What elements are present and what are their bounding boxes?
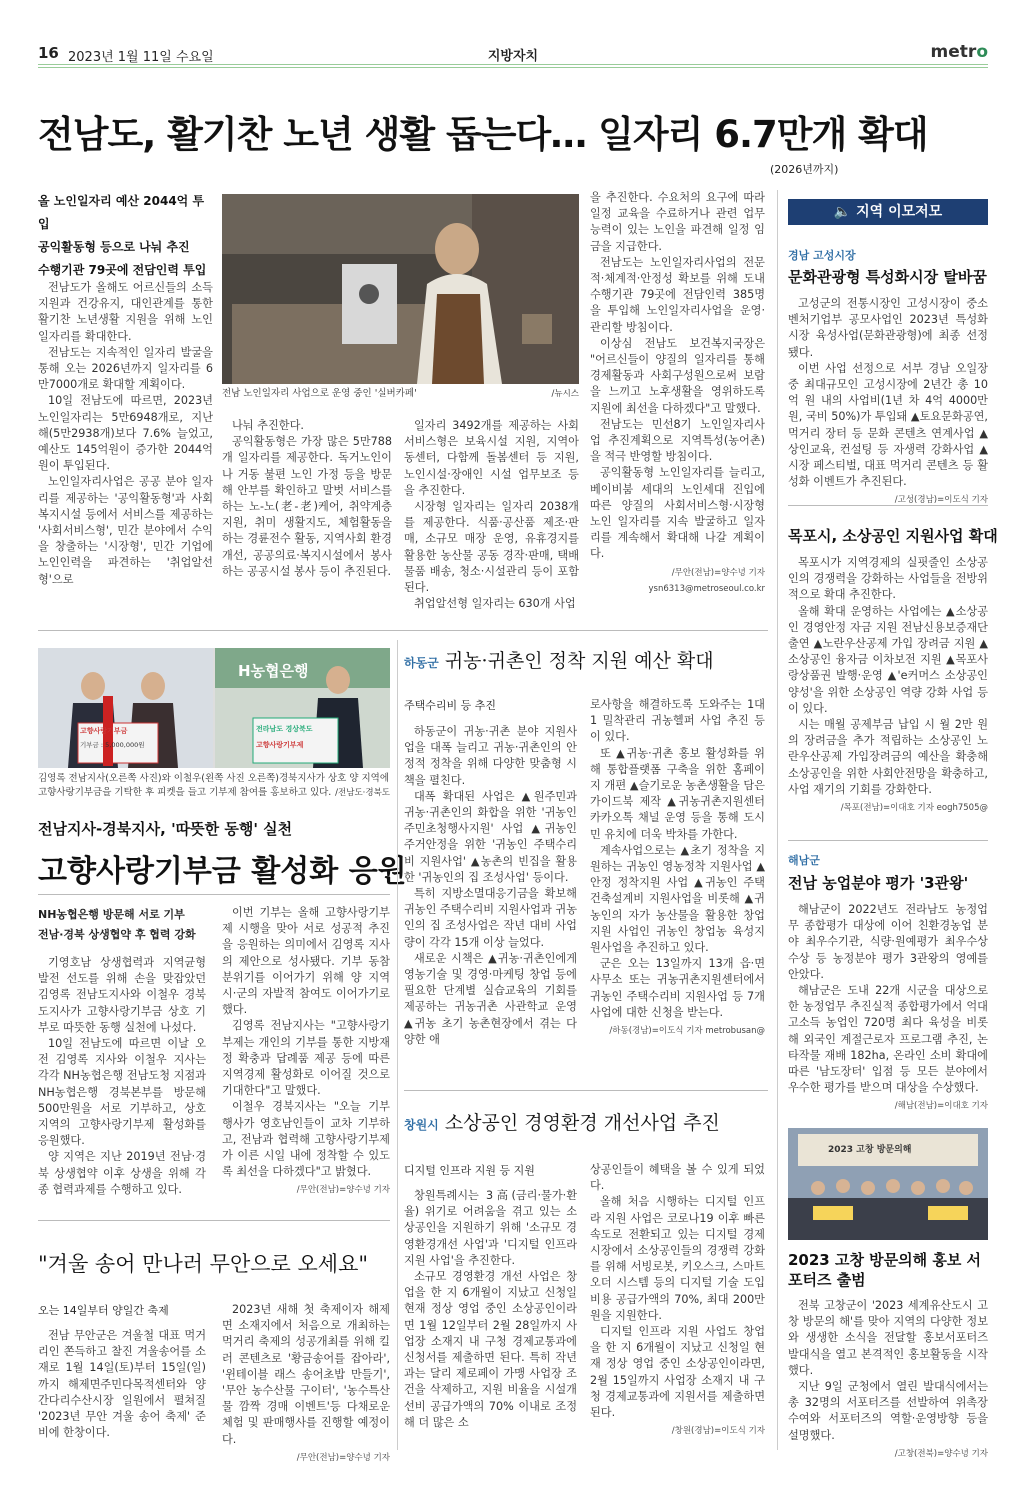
page-header	[38, 44, 988, 64]
muan-title: "겨울 송어 만나러 무안으로 오세요"	[38, 1252, 369, 1276]
byline: /해남(전남)=이대호 기자	[894, 1101, 988, 1112]
main-headline: 전남도, 활기찬 노년 생활 돕는다… 일자리 6.7만개 확대	[38, 113, 928, 156]
gohyang-photo	[38, 648, 390, 768]
gochang-photo	[788, 1128, 988, 1240]
changwon-col-1	[404, 1188, 577, 1431]
gohyang-caption	[38, 772, 390, 800]
silver-cafe-caption	[222, 387, 579, 401]
region-tag: 하동군	[404, 656, 439, 670]
deck-line: 전남·경북 상생협약 후 협력 강화	[38, 928, 196, 941]
paragraph: 이번 사업 선정으로 서부 경남 오일장 중 최대규모인 고성시장에 2년간 총 10억 원 내의 사업비(1년 차 4억 4000만 원, 국비 50%)가 투입돼 ▲토요문화공연, 먹거리 장터 등 문화 콘텐츠 연계사업 ▲상인교육, 컨설팅 등 자생력 강화사업 ▲시장 페스티벌, 대표 먹거리 콘텐츠 등 활성화 이벤트가 추진된다.	[788, 361, 988, 489]
paragraph: 소규모 경영환경 개선 사업은 창업을 한 지 6개월이 지났고 신청일 현재 정상 영업 중인 소상공인이라면 1월 12일부터 2월 28일까지 사업장 소재지 내 구청 경제교통과에 신청서를 제출하면 된다. 특히 작년과는 달리 제로페이 가맹 사업장 조건을 삭제하고, 지원 비율을 시설개선비 공급가액의 70% 이내로 조정해 더 많은 소	[404, 1270, 577, 1429]
region-tag: 창원시	[404, 1118, 439, 1132]
main-col-2	[222, 418, 392, 580]
s4-title: 2023 고창 방문의해 홍보 서포터즈 출범	[788, 1251, 982, 1289]
paragraph: 새로운 시책은 ▲귀농·귀촌인에게 영농기술 및 경영·마케팅 창업 등에 필요한 단계별 실습교육의 기회를 제공하는 귀농귀촌 사관학교 운영 ▲귀농 초기 농촌현장에서 겪는 다양한 애	[404, 951, 577, 1046]
paragraph: 노인일자리사업은 공공 분야 일자리를 제공하는 '공익활동형'과 사회복지시설 등에서 서비스를 제공하는 '사회서비스형', 민간 분야에서 수익을 창출하는 '시장형', 민간 기업에 노인인력을 파견하는 '취업알선형'으로	[38, 475, 213, 586]
paragraph: 특히 지방소멸대응기금을 확보해 귀농인 주택수리비 지원사업과 귀농인의 집 조성사업은 작년 대비 사업량이 각각 15개 이상 늘었다.	[404, 887, 577, 949]
paragraph: 올해 처음 시행하는 디지털 인프라 지원 사업은 코로나19 이후 빠른 속도로 전환되고 있는 디지털 경제 시장에서 소상공인들의 경쟁력 강화를 위해 서빙로봇, 키오스크, 스마트오더 시스템 등의 디지털 기술 도입 비용 공급가액의 70%, 최대 200만원을 지원한다.	[590, 1195, 765, 1322]
deck-line: 수행기관 79곳에 전담인력 투입	[38, 263, 207, 277]
deck-line: 공익활동형 등으로 나눠 추진	[38, 240, 190, 254]
muan-deck: 오는 14일부터 양일간 축제	[38, 1304, 169, 1317]
gohyang-deck	[38, 905, 196, 945]
muan-col-1	[38, 1328, 206, 1441]
deck-line: NH농협은행 방문해 서로 기부	[38, 908, 185, 921]
paragraph: 나눠 추진한다.	[232, 419, 304, 432]
deck-line: 올 노인일자리 예산 2044억 투입	[38, 194, 205, 231]
sidebar-rule	[788, 840, 988, 841]
paragraph: 전북 고창군이 '2023 세계유산도시 고창 방문의 해'를 맞아 지역의 다양한 정보와 생생한 소식을 전달할 홍보서포터즈 발대식을 열고 본격적인 홍보활동을 시작했다.	[788, 1299, 988, 1377]
page-number: 16	[38, 44, 59, 62]
metro-logo	[931, 42, 988, 62]
paragraph: 양 지역은 지난 2019년 전남·경북 상생협약 이후 상생을 위해 각종 협력과제를 수행하고 있다.	[38, 1150, 206, 1196]
paragraph: 계속사업으로는 ▲초기 정착을 지원하는 귀농인 영농정착 지원사업 ▲안정 정착지원 사업 ▲귀농인 주택 건축설계비 지원사업을 비롯해 ▲귀농인의 자가 농산물을 활용한 창업지원 사업인 귀농인 창업농 육성지원사업을 추진하고 있다.	[590, 843, 765, 955]
paragraph: 시장형 일자리는 일자리 2038개를 제공한다. 식품·공산품 제조·판매, 소규모 매장 운영, 유휴경지를 활용한 농산물 공동 경작·판매, 택배 물품 배송, 청소·시설관리 등이 포함된다.	[404, 500, 579, 595]
speaker-icon: 🔈	[833, 204, 852, 220]
changwon-deck: 디지털 인프라 지원 등 지원	[404, 1164, 535, 1177]
paragraph: 취업알선형 일자리는 630개 사업	[414, 597, 576, 611]
changwon-title: 소상공인 경영환경 개선사업 추진	[444, 1112, 720, 1134]
paragraph: 기영호남 상생협력과 지역균형발전 선도를 위해 손을 맞잡았던 김영록 전남도지사와 이철우 경북도지사가 고향사랑기부금 상호 기부로 따뜻한 동행 실천에 나섰다.	[38, 956, 206, 1034]
picket-text-4: 고향사랑기부제	[256, 741, 304, 749]
hadong-deck: 주택수리비 등 추진	[404, 699, 497, 712]
main-col-1	[38, 280, 213, 588]
paragraph: 김영록 전남지사는 "고향사랑기부제는 개인의 기부를 통한 지방재정 확충과 답례품 제공 등에 따른 지역경제 활성화로 이어질 것으로 기대한다"고 말했다.	[222, 1019, 390, 1098]
sidebar-rule	[788, 505, 988, 506]
paragraph: 이철우 경북지사는 "오늘 기부 행사가 영호남인들이 교차 기부하고, 전남과 협력해 고향사랑기부제가 이른 시일 내에 정착할 수 있도록 최선을 다하겠다"고 밝혔다.	[222, 1100, 390, 1179]
paragraph: 상공인들이 혜택을 볼 수 있게 되었다.	[590, 1163, 765, 1193]
gohyang-col-2	[222, 905, 390, 1199]
s3-body	[788, 902, 988, 1115]
s1-body	[788, 296, 988, 509]
paragraph: 군은 오는 13일까지 13개 읍·면사무소 또는 귀농귀촌지원센터에서 귀농인 주택수리비 지원사업 등 7개 사업에 대한 신청을 받는다.	[590, 957, 765, 1019]
paragraph: 창원특례시는 3高(금리·물가·환율) 위기로 어려움을 겪고 있는 소상공인을 지원하기 위해 '소규모 경영환경개선 사업'과 '디지털 인프라 지원 사업'을 추진한다.	[404, 1189, 577, 1267]
main-col-3	[404, 418, 579, 612]
header-rule	[38, 64, 988, 65]
paragraph: 목포시가 지역경제의 실핏줄인 소상공인의 경쟁력을 강화하는 사업들을 전방위적으로 확대 추진한다.	[788, 556, 988, 602]
paragraph: 고성군의 전통시장인 고성시장이 중소벤처기업부 공모사업인 2023년 특성화시장 육성사업(문화관광형)에 최종 선정됐다.	[788, 297, 988, 359]
s4-body	[788, 1298, 988, 1462]
header-rule-2	[38, 67, 988, 68]
paragraph: 로사항을 해결하도록 도와주는 1대 1 밀착관리 귀농헬퍼 사업 추진 등이 있다.	[590, 698, 765, 744]
s3-location: 해남군	[788, 854, 820, 867]
gohyang-col-1	[38, 955, 206, 1198]
section-name: 지방자치	[487, 49, 539, 64]
byline: /창원(경남)=이도식 기자	[671, 1426, 765, 1437]
hadong-heading	[404, 646, 714, 673]
paragraph: 해남군이 2022년도 전라남도 농정업무 종합평가 대상에 이어 친환경농업 분야 최우수기관, 식량·원예평가 최우수상 수상 등 농정분야 평가 3관왕의 영예를 안았다.	[788, 903, 988, 981]
paragraph: 이번 기부는 올해 고향사랑기부제 시행을 맞아 서로 성공적 추진을 응원하는 의미에서 김영록 지사의 제안으로 성사됐다. 기부 동참 분위기를 이어가기 위해 양 지역 시·군의 자발적 참여도 이어가기로 했다.	[222, 906, 390, 1017]
paragraph: 전남도는 지속적인 일자리 발굴을 통해 오는 2026년까지 일자리를 6만7000개로 확대할 계획이다.	[38, 345, 213, 392]
main-deck	[38, 190, 213, 282]
banner-text-in-photo: 2023 고창 방문의해	[828, 1145, 912, 1155]
headline-sub: (2026년까지)	[770, 163, 839, 176]
bank-sign-text: H농협은행	[238, 662, 309, 680]
paragraph: 해남군은 도내 22개 시군을 대상으로 한 농정업무 추진실적 종합평가에서 억대 고소득 농업인 720명 최다 육성을 비롯해 외국인 계절근로자 프로그램 추진, 논 타작물 재배 182ha, 온라인 소비 확대에 따른 '남도장터' 입점 등 모든 분야에서 우수한 평가를 받으며 대상을 수상했다.	[788, 984, 988, 1095]
cafe-photo-art	[222, 194, 579, 384]
silver-cafe-photo	[222, 194, 579, 384]
issue-date: 2023년 1월 11일 수요일	[68, 50, 214, 65]
paragraph: 지난 9일 군청에서 열린 발대식에서는 총 32명의 서포터즈를 선발하여 위촉장 수여와 서포터즈의 역할·운영방향 등을 설명했다.	[788, 1380, 988, 1442]
byline: /무안(전남)=양수녕 기자 ysn6313@metroseoul.co.kr	[648, 567, 765, 594]
byline: /무안(전남)=양수녕 기자	[296, 1185, 390, 1196]
paragraph: 이상심 전남도 보건복지국장은 "어르신들이 양질의 일자리를 통해 경제활동과 사회구성원으로써 보람을 느끼고 노후생활을 영위하도록 지원에 최선을 다하겠다"고 말했다.	[590, 336, 765, 415]
photo-credit: /전남도·경북도	[335, 788, 390, 798]
byline: /무안(전남)=양수녕 기자	[296, 1452, 390, 1463]
photo-credit: /뉴시스	[551, 389, 579, 399]
sidebar-divider	[777, 190, 778, 1450]
paragraph: 올해 확대 운영하는 사업에는 ▲소상공인 경영안정 자금 지원 전남신용보증재단 출연 ▲노란우산공제 가입 장려금 지원 ▲소상공인 융자금 이차보전 지원 ▲목포사랑상품권 발행·운영 ▲'e커머스 소상공인 양성'을 위한 소상공인 역량 강화 사업 등이 있다.	[788, 604, 988, 715]
s1-title: 문화관광형 특성화시장 탈바꿈	[788, 268, 987, 286]
paragraph: 2023년 새해 첫 축제이자 해제면 소재지에서 처음으로 개최하는 먹거리 축제의 성공개최를 위해 킬러 콘텐츠로 '황금송어를 잡아라', '윈테이블 래스 송어초밥 만들기', '무안 농수산물 구이터', '농수특산물 깜짝 경매 이벤트'등 다채로운 체험 및 판매행사를 진행할 예정이다.	[222, 1303, 390, 1446]
logo-text: metr	[930, 42, 977, 62]
sidebar-banner	[788, 199, 988, 225]
paragraph: 전남도는 노인일자리사업의 전문적·체계적·안정성 확보를 위해 도내 수행기관 79곳에 전담인력 385명을 투입해 노인일자리사업을 운영·관리할 방침이다.	[590, 255, 765, 334]
paragraph: 전남도가 올해도 어르신들의 소득지원과 건강유지, 대인관계를 통한 활기찬 노년생활 지원을 위해 노인일자리를 확대한다.	[38, 281, 213, 343]
picket-text-2: 기부금 : 5,000,000원	[80, 741, 145, 749]
hadong-col-1	[404, 724, 577, 1048]
logo-o: o	[976, 42, 988, 62]
caption-text: 김영록 전남지사(오른쪽 사진)와 이철우(왼쪽 사진 오른쪽)경북지사가 상호 양 지역에 고향사랑기부금을 기탁한 후 피켓을 들고 기부제 참여를 홍보하고 있다.	[38, 773, 390, 798]
main-col-4	[590, 190, 765, 597]
byline: /목포(전남)=이대호 기자 eogh7505@	[840, 803, 988, 814]
column-divider	[397, 640, 398, 1450]
section-rule	[38, 630, 768, 631]
section-rule	[404, 1090, 768, 1091]
paragraph: 10일 전남도에 따르면, 2023년 노인일자리는 5만6948개로, 지난해(5만2938개)보다 7.6% 늘었고, 예산도 145억원이 증가한 2044억원이 투입된다.	[38, 394, 213, 473]
changwon-heading	[404, 1108, 720, 1135]
paragraph: 전남 무안군은 겨울철 대표 먹거리인 쫀득하고 찰진 겨울송어를 소재로 1월 14일(토)부터 15일(일)까지 해제면주민다목적센터와 양간다리수산시장 일원에서 펼쳐질 '2023년 무안 겨울 송어 축제' 준비에 한창이다.	[38, 1329, 206, 1440]
caption-text: 전남 노인일자리 사업으로 운영 중인 '실버카페'	[222, 388, 417, 399]
hadong-title: 귀농·귀촌인 정착 지원 예산 확대	[444, 650, 714, 672]
title-rule	[38, 894, 390, 895]
picket-text-1: 고향사랑기부금	[80, 727, 128, 735]
changwon-col-2	[590, 1162, 765, 1439]
s3-title: 전남 농업분야 평가 '3관왕'	[788, 874, 969, 892]
gohyang-photo-art	[38, 648, 390, 768]
gohyang-kicker: 전남지사-경북지사, '따뜻한 동행' 실천	[38, 820, 293, 838]
paragraph: 10일 전남도에 따르면 이날 오전 김영록 지사와 이철우 지사는 각각 NH농협은행 전남도청 지점과 NH농협은행 경북본부를 방문해 500만원을 서로 기부하고, 상호 지역의 고향사랑기부제 활성화를 응원했다.	[38, 1037, 206, 1148]
byline: /고창(전북)=양수녕 기자	[894, 1448, 988, 1459]
byline: /고성(경남)=이도식 기자	[894, 495, 988, 506]
s2-title: 목포시, 소상공인 지원사업 확대	[788, 527, 998, 545]
muan-col-2	[222, 1302, 390, 1466]
gohyang-title: 고향사랑기부금 활성화 응원	[38, 854, 407, 889]
paragraph: 또 ▲귀농·귀촌 홍보 활성화를 위해 통합플랫폼 구축을 위한 홈페이지 개편 ▲슬기로운 농촌생활을 담은 가이드북 제작 ▲귀농귀촌지원센터 카카오톡 채널 운영 등을 통해 도시민 유치에 더욱 박차를 가한다.	[590, 746, 765, 841]
paragraph: 공익활동형 노인일자리를 늘리고, 베이비붐 세대의 노인세대 진입에 따른 양질의 사회서비스형·시장형 노인 일자리를 지속 발굴하고 일자리를 계속해서 확대해 나갈 계획이다.	[590, 466, 765, 561]
paragraph: 을 추진한다. 수요처의 요구에 따라 일정 교육을 수료하거나 관련 업무능력이 있는 노인을 파견해 일정 임금을 지급한다.	[590, 191, 765, 253]
banner-text: 지역 이모저모	[856, 204, 943, 220]
paragraph: 대폭 확대된 사업은 ▲원주민과 귀농·귀촌인의 화합을 위한 '귀농인 주민초청행사지원' 사업 ▲귀농인 주거안정을 위한 '귀농인 주택수리비 지원사업' ▲농촌의 빈집을 활용한 '귀농인의 집 조성사업' 등이다.	[404, 789, 577, 884]
picket-text-3: 전라남도 경상북도	[256, 725, 313, 733]
paragraph: 공익활동형은 가장 많은 5만788개 일자리를 제공한다. 독거노인이나 거동 불편 노인 가정 등을 방문해 안부를 확인하고 말벗 서비스를 하는 노-노(老-老)케어, 취약계층 지원, 취미 생활지도, 체험활동을 하는 경륜전수 활동, 지역사회 환경 개선, 공공의료·복지시설에서 봉사하는 공공시설 봉사 등이 추진된다.	[222, 435, 392, 578]
byline: /하동(경남)=이도식 기자 metrobusan@	[609, 1026, 765, 1037]
paragraph: 하동군이 귀농·귀촌 분야 지원사업을 대폭 늘리고 귀농·귀촌인의 안정적 정착을 위해 다양한 맞춤형 시책을 펼친다.	[404, 725, 577, 787]
paragraph: 디지털 인프라 지원 사업도 창업을 한 지 6개월이 지났고 신청일 현재 정상 영업 중인 소상공인이라면, 2월 15일까지 사업장 소재지 내 구청 경제교통과에 지원서를 제출하면 된다.	[590, 1325, 765, 1420]
paragraph: 전남도는 민선8기 노인일자리사업 추진계획으로 지역특성(농어촌)을 적극 반영할 방침이다.	[590, 417, 765, 464]
s1-location: 경남 고성시장	[788, 249, 856, 262]
paragraph: 시는 매월 공제부금 납입 시 월 2만 원의 장려금을 추가 적립하는 소상공인 노란우산공제 가입장려금의 예산을 확충해 소상공인을 위한 사회안전망을 확충하고, 사업 재기의 기회를 강화한다.	[788, 718, 988, 796]
s2-body	[788, 555, 988, 816]
section-rule	[38, 1220, 390, 1221]
hadong-col-2	[590, 697, 765, 1039]
paragraph: 일자리 3492개를 제공하는 사회서비스형은 보육시설 지원, 지역아동센터, 다함께 돌봄센터 등 지원, 노인시설·장애인 시설 업무보조 등을 추진한다.	[404, 419, 579, 497]
